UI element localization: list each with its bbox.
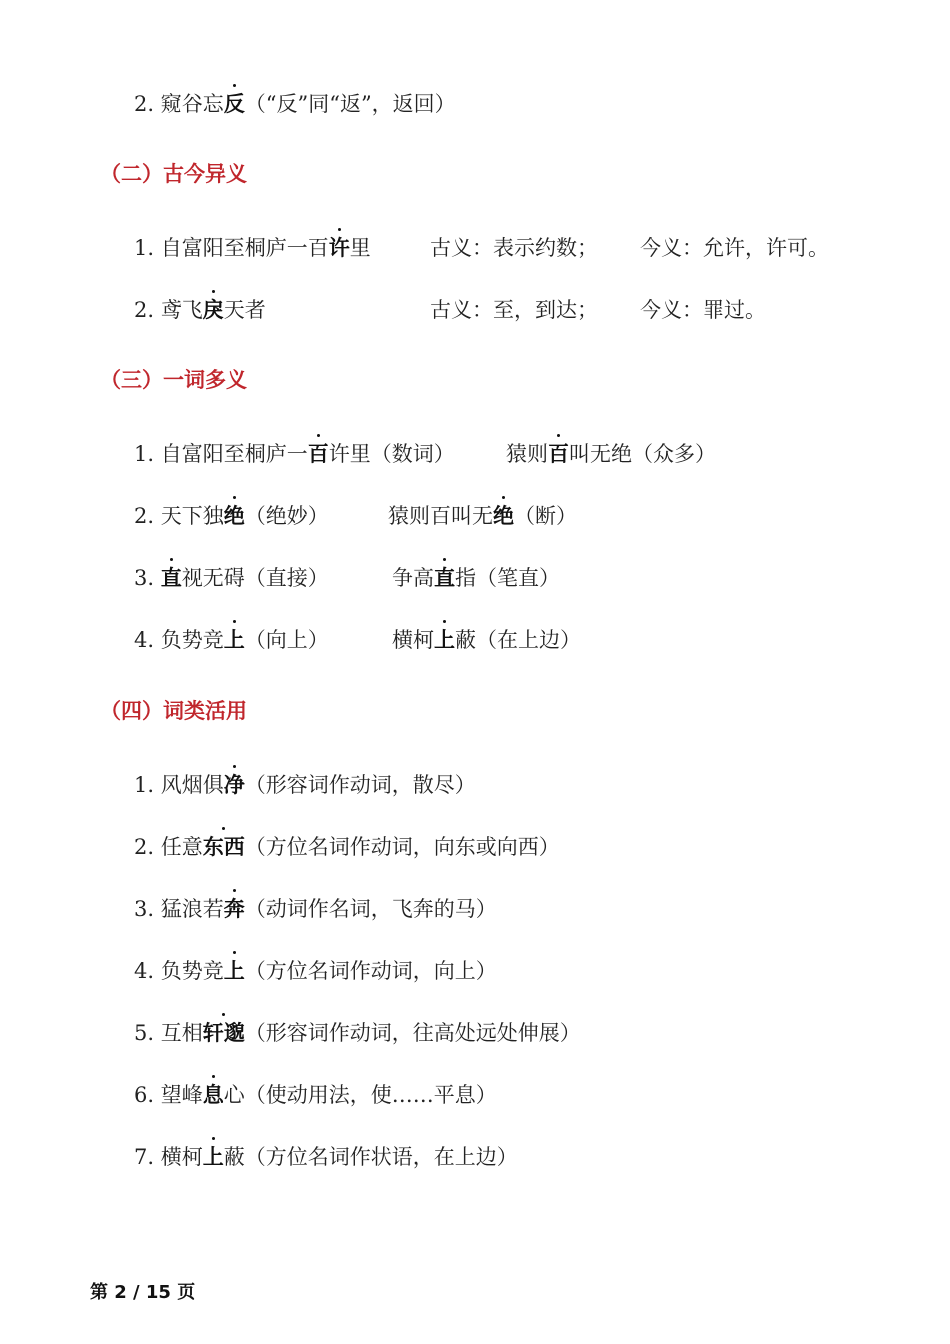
emphasized-word: 绝 <box>493 504 514 528</box>
sense-b <box>388 502 577 530</box>
section-heading-gujin: （二）古今异义 <box>100 162 247 186</box>
sense-a-note: （绝妙） <box>244 504 329 528</box>
emphasized-word: 净 <box>223 773 245 797</box>
item-note: （动词作名词，飞奔的马） <box>244 897 497 921</box>
sense-b <box>506 440 716 468</box>
item-text: 风烟俱 <box>160 773 224 797</box>
huoyong-item-5 <box>134 1019 581 1047</box>
gujin-item-1 <box>134 234 854 262</box>
emphasized-word: 轩邈 <box>202 1021 245 1045</box>
item-text: 自富阳至桐庐一百 <box>160 236 329 260</box>
item-text-post: 里 <box>349 236 371 260</box>
item-note: （形容词作动词，散尽） <box>244 773 476 797</box>
item-text-post: 天者 <box>223 298 266 322</box>
item-number: 1. <box>134 236 155 260</box>
item-text: 横柯 <box>160 1145 203 1169</box>
item-number: 4. <box>134 628 155 652</box>
item-number: 2. <box>134 504 155 528</box>
item-note: （方位名词作动词，向上） <box>244 959 497 983</box>
item-text: 负势竞 <box>160 959 224 983</box>
item-text: 猛浪若 <box>160 897 224 921</box>
item-number: 6. <box>134 1083 155 1107</box>
section-heading-duoyi: （三）一词多义 <box>100 368 247 392</box>
item-note: （形容词作动词，往高处远处伸展） <box>244 1021 581 1045</box>
sense-b <box>392 564 560 592</box>
item-text: 任意 <box>160 835 203 859</box>
item-text: 鸢飞 <box>160 298 203 322</box>
duoyi-item-4 <box>134 626 854 654</box>
item-number: 7. <box>134 1145 155 1169</box>
item-number: 5. <box>134 1021 155 1045</box>
item-note: （“反”同“返”，返回） <box>244 92 456 116</box>
emphasized-word: 直 <box>434 566 455 590</box>
sense-a-text: 自富阳至桐庐一 <box>160 442 308 466</box>
modern-meaning: 今义：允许，许可。 <box>640 236 829 260</box>
emphasized-word: 绝 <box>223 504 245 528</box>
emphasized-word: 上 <box>202 1145 224 1169</box>
item-text: 互相 <box>160 1021 203 1045</box>
item-number: 3. <box>134 566 155 590</box>
ancient-meaning: 古义：表示约数； <box>430 236 598 260</box>
emphasized-word: 奔 <box>223 897 245 921</box>
emphasized-word: 戾 <box>202 298 224 322</box>
emphasized-word: 息 <box>202 1083 224 1107</box>
tongjia-item-2 <box>134 90 456 118</box>
ancient-meaning: 古义：至，到达； <box>430 298 598 322</box>
sense-b-text: 争高 <box>392 566 434 590</box>
sense-b-text: 横柯 <box>392 628 434 652</box>
huoyong-item-3 <box>134 895 497 923</box>
sense-b <box>392 626 581 654</box>
sense-a-text: 负势竞 <box>160 628 224 652</box>
modern-meaning: 今义：罪过。 <box>640 298 766 322</box>
sense-b-note: 指（笔直） <box>455 566 560 590</box>
sense-b-text: 猿则 <box>506 442 548 466</box>
sense-b-note: 叫无绝（众多） <box>569 442 716 466</box>
item-text: 望峰 <box>160 1083 203 1107</box>
huoyong-item-7 <box>134 1143 518 1171</box>
huoyong-item-6 <box>134 1081 497 1109</box>
emphasized-word: 反 <box>223 92 245 116</box>
duoyi-item-2 <box>134 502 854 530</box>
item-note: 心（使动用法，使……平息） <box>223 1083 497 1107</box>
emphasized-word: 上 <box>223 959 245 983</box>
gujin-item-2 <box>134 296 854 324</box>
sense-b-note: （断） <box>514 504 577 528</box>
huoyong-item-2 <box>134 833 560 861</box>
item-number: 3. <box>134 897 155 921</box>
item-text: 窥谷忘 <box>160 92 224 116</box>
emphasized-word: 百 <box>548 442 569 466</box>
emphasized-word: 上 <box>434 628 455 652</box>
huoyong-item-4 <box>134 957 497 985</box>
duoyi-item-3 <box>134 564 854 592</box>
page-number-footer: 第 2 / 15 页 <box>90 1282 196 1303</box>
sense-a-text: 天下独 <box>160 504 224 528</box>
item-note: 蔽（方位名词作状语，在上边） <box>223 1145 518 1169</box>
sense-a-note: 许里（数词） <box>328 442 455 466</box>
item-number: 4. <box>134 959 155 983</box>
emphasized-word: 百 <box>307 442 329 466</box>
sense-b-note: 蔽（在上边） <box>455 628 581 652</box>
emphasized-word: 上 <box>223 628 245 652</box>
sense-b-text: 猿则百叫无 <box>388 504 493 528</box>
item-number: 2. <box>134 835 155 859</box>
emphasized-word: 直 <box>160 566 182 590</box>
emphasized-word: 东西 <box>202 835 245 859</box>
sense-a-note: （向上） <box>244 628 329 652</box>
item-note: （方位名词作动词，向东或向西） <box>244 835 560 859</box>
huoyong-item-1 <box>134 771 476 799</box>
item-number: 1. <box>134 442 155 466</box>
section-heading-huoyong: （四）词类活用 <box>100 699 247 723</box>
item-number: 2. <box>134 298 155 322</box>
duoyi-item-1 <box>134 440 854 468</box>
emphasized-word: 许 <box>328 236 350 260</box>
item-number: 1. <box>134 773 155 797</box>
sense-a-note: 视无碍（直接） <box>181 566 329 590</box>
item-number: 2. <box>134 92 155 116</box>
